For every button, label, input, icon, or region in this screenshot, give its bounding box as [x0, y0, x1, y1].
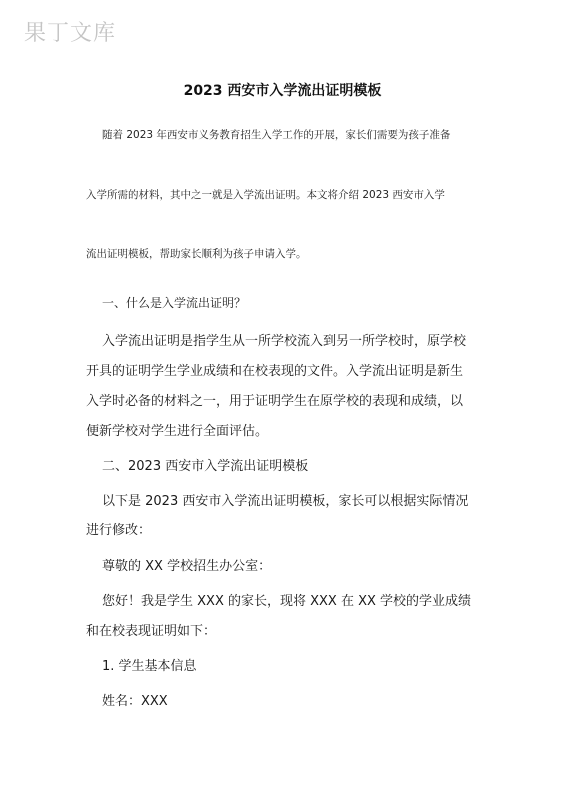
- item-1-heading: 1. 学生基本信息: [102, 659, 197, 674]
- name-field: 姓名：XXX: [102, 694, 168, 709]
- intro-line-1: 随着 2023 年西安市义务教育招生入学工作的开展，家长们需要为孩子准备: [102, 129, 451, 141]
- section-1-line-1: 入学流出证明是指学生从一所学校流入到另一所学校时，原学校: [102, 334, 467, 349]
- intro-line-2: 入学所需的材料，其中之一就是入学流出证明。本文将介绍 2023 西安市入学: [86, 189, 445, 201]
- section-1-line-4: 便新学校对学生进行全面评估。: [86, 424, 269, 439]
- greeting-line-2: 和在校表现证明如下：: [86, 624, 217, 639]
- section-2-line-2: 进行修改：: [86, 523, 152, 538]
- section-2-heading: 二、2023 西安市入学流出证明模板: [102, 459, 309, 474]
- watermark: 果丁文库: [24, 21, 117, 46]
- section-1-heading: 一、什么是入学流出证明？: [102, 296, 247, 310]
- section-1-line-3: 入学时必备的材料之一，用于证明学生在原学校的表现和成绩，以: [86, 394, 464, 409]
- salutation: 尊敬的 XX 学校招生办公室：: [102, 559, 272, 574]
- greeting-line-1: 您好！我是学生 XXX 的家长，现将 XXX 在 XX 学校的学业成绩: [102, 594, 472, 609]
- section-2-line-1: 以下是 2023 西安市入学流出证明模板，家长可以根据实际情况: [102, 494, 469, 509]
- intro-line-3: 流出证明模板，帮助家长顺利为孩子申请入学。: [86, 248, 307, 260]
- document-title: 2023 西安市入学流出证明模板: [183, 83, 382, 99]
- section-1-line-2: 开具的证明学生学业成绩和在校表现的文件。入学流出证明是新生: [86, 364, 464, 379]
